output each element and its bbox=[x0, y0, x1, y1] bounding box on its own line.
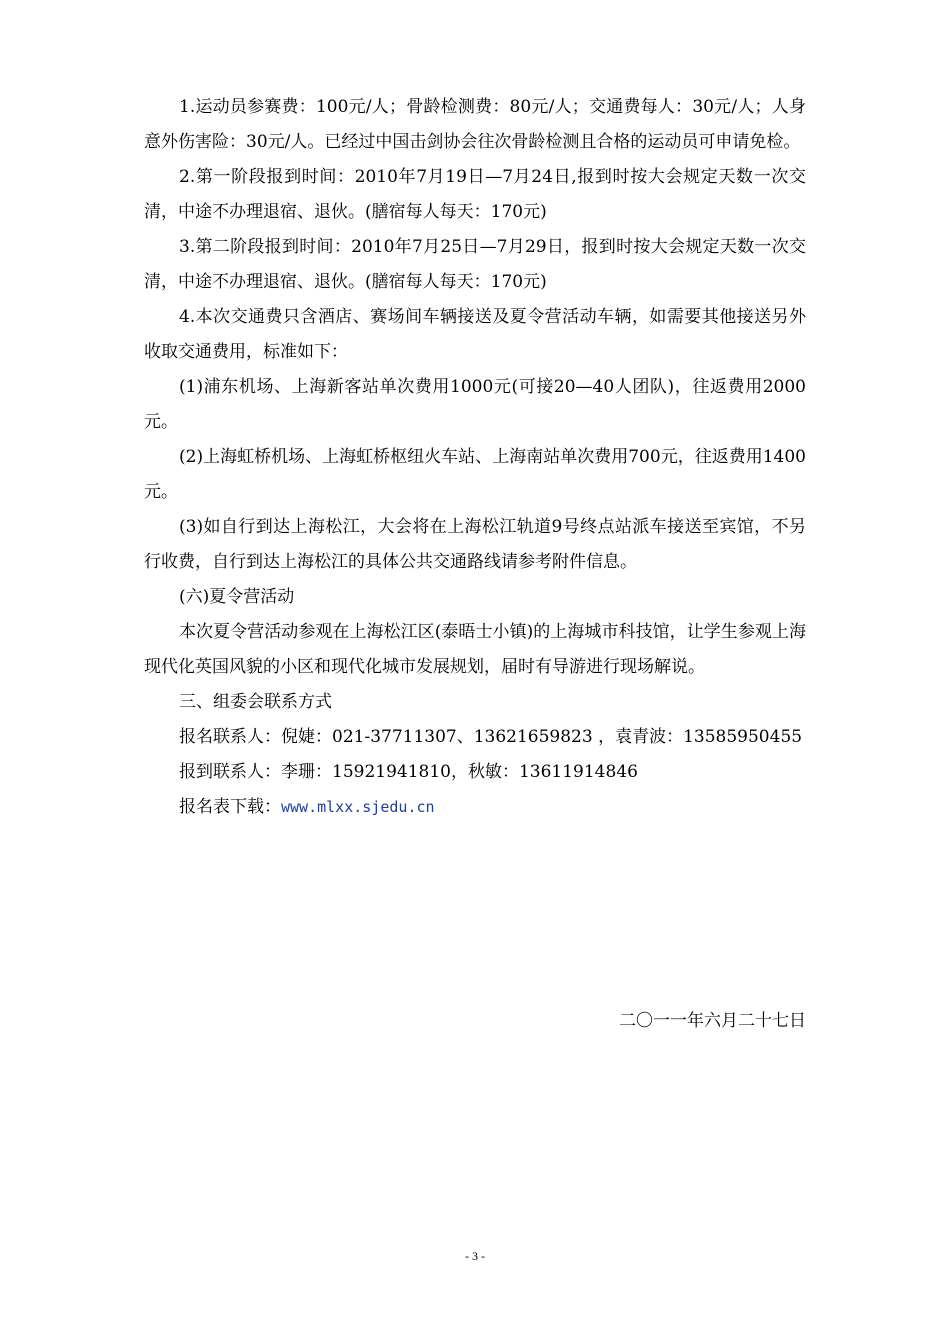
section-heading-contact: 三、组委会联系方式 bbox=[179, 692, 332, 712]
fee-paragraph: 1.运动员参赛费：100元/人；骨龄检测费：80元/人；交通费每人：30元/人；人身意外伤害险：30元/人。已经过中国击剑协会往次骨龄检测且合格的运动员可申请免检。 bbox=[144, 97, 806, 152]
transport-item-1: (1)浦东机场、上海新客站单次费用1000元(可接20—40人团队)，往返费用2000元。 bbox=[144, 377, 806, 432]
transport-item-2: (2)上海虹桥机场、上海虹桥枢纽火车站、上海南站单次费用700元，往返费用1400元。 bbox=[144, 447, 806, 502]
download-line bbox=[144, 790, 806, 825]
transport-item-3: (3)如自行到达上海松江，大会将在上海松江轨道9号终点站派车接送至宾馆，不另行收费，自行到达上海松江的具体公共交通路线请参考附件信息。 bbox=[144, 517, 806, 572]
transport-paragraph: 4.本次交通费只含酒店、赛场间车辆接送及夏令营活动车辆，如需要其他接送另外收取交通费用，标准如下： bbox=[144, 307, 806, 362]
camp-paragraph: 本次夏令营活动参观在上海松江区(泰晤士小镇)的上海城市科技馆，让学生参观上海现代化英国风貌的小区和现代化城市发展规划，届时有导游进行现场解说。 bbox=[144, 622, 806, 677]
page-number: - 3 - bbox=[465, 1249, 485, 1263]
download-link[interactable]: www.mlxx.sjedu.cn bbox=[281, 798, 435, 816]
document-body bbox=[144, 90, 806, 825]
stage-two-paragraph: 3.第二阶段报到时间：2010年7月25日—7月29日，报到时按大会规定天数一次交清，中途不办理退宿、退伙。(膳宿每人每天：170元) bbox=[144, 237, 806, 292]
download-label: 报名表下载： bbox=[179, 797, 281, 817]
registration-contact: 报名联系人：倪婕：021-37711307、13621659823 ，袁青波：13585950455 bbox=[179, 727, 803, 747]
stage-one-paragraph: 2.第一阶段报到时间：2010年7月19日—7月24日,报到时按大会规定天数一次交清，中途不办理退宿、退伙。(膳宿每人每天：170元) bbox=[144, 167, 806, 222]
section-heading-camp: (六)夏令营活动 bbox=[179, 587, 295, 607]
checkin-contact: 报到联系人：李珊：15921941810，秋敏：13611914846 bbox=[179, 762, 638, 782]
document-date: 二〇一一年六月二十七日 bbox=[619, 1011, 806, 1031]
